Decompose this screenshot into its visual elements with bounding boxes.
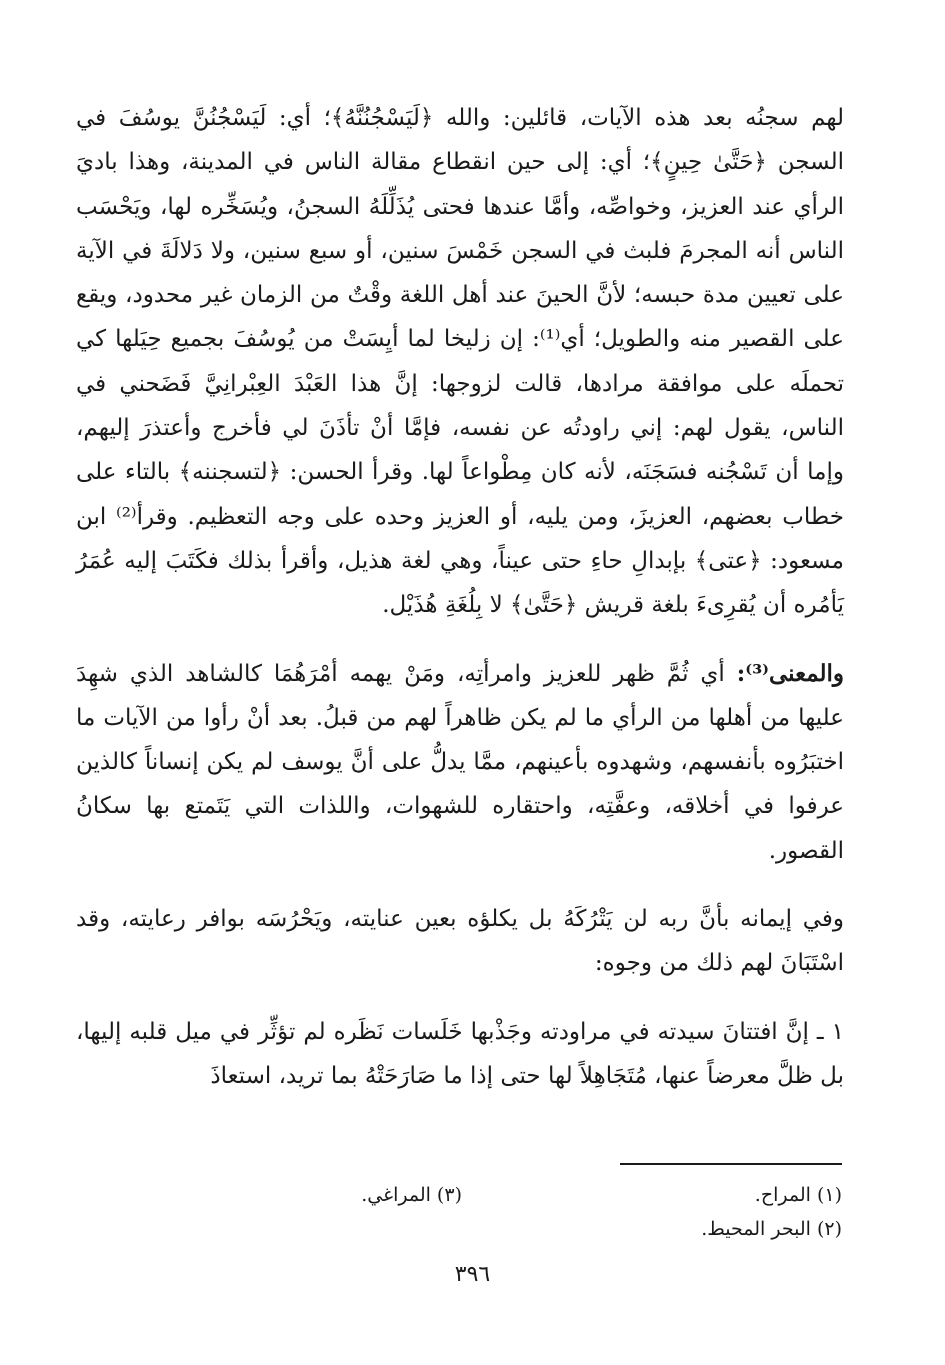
page-body xyxy=(76,96,844,1098)
page-number: ٣٩٦ xyxy=(454,1262,491,1287)
paragraph-1: لهم سجنُه بعد هذه الآيات، قائلين: والله ﴿لَيَسْجُنُنَّهُ﴾؛ أي: لَيَسْجُنُنَّ يوسُفَ في السجن ﴿حَتَّىٰ حِينٍ﴾؛ أي: إلى حين انقطاع مقالة الناس في المدينة، وهذا باديَ الرأي عند العزيز، وخواصِّه، وأمَّا عندها فحتى يُذَلِّلَهُ السجنُ، ويُسَخِّره لها، ويَحْسَب الناس أنه المجرمَ فلبث في السجن خَمْسَ سنين، أو سبع سنين، ولا دَلالَةَ في الآية على تعيين مدة حبسه؛ لأنَّ الحينَ عند أهل اللغة وقْتٌ من الزمان غير محدود، ويقع على القصير منه والطويل؛ أي⁽¹⁾: إن زليخا لما أيِسَتْ من يُوسُفَ بجميع حِيَلها كي تحملَه على موافقة مرادها، قالت لزوجها: إنَّ هذا العَبْدَ العِبْرانِيَّ فَضَحني في الناس، يقول لهم: إني راودتُه عن نفسه، فإمَّا أنْ تأذَنَ لي فأخرج وأعتذرَ إليهم، وإما أن تَسْجُنه فسَجَنَه، لأنه كان مِطْواعاً لها. وقرأ الحسن: ﴿لتسجننه﴾ بالتاء على خطاب بعضهم، العزيزَ، ومن يليه، أو العزيز وحده على وجه التعظيم. وقرأ⁽²⁾ ابن مسعود: ﴿عتى﴾ بإبدالِ حاءِ حتى عيناً، وهي لغة هذيل، وأقرأ بذلك فكَتَبَ إليه عُمَرُ يَأمُره أن يُقرِىءَ بلغة قريش ﴿حَتَّىٰ﴾ لا بِلُغَةِ هُذَيْل. xyxy=(76,105,844,619)
paragraph-gap xyxy=(76,628,844,652)
paragraph-gap xyxy=(76,986,844,1010)
paragraph-2-text: أي ثُمَّ ظهر للعزيز وامرأتِه، ومَنْ يهمه أمْرَهُمَا كالشاهد الذي شهِدَ عليها من أهلها من الرأي ما لم يكن ظاهراً لهم من قبلُ. بعد أنْ رأوا من الآيات ما اختبَرُوه بأنفسهم، وشهدوه بأعينهم، ممَّا يدلُّ على أنَّ يوسف لم يكن إنساناً كالذين عرفوا في أخلاقه، وعفَّتِه، واحتقاره للشهوات، واللذات التي يَتَمتع بها سكانُ القصور. xyxy=(76,660,844,864)
footnote-3: (٣) المراغي. xyxy=(361,1184,462,1206)
footnotes xyxy=(76,1178,842,1246)
paragraph-3: وفي إيمانه بأنَّ ربه لن يَتْرُكَهُ بل يكلؤه بعين عنايته، ويَحْرُسَه بوافر رعايته، وقد اسْتَبَانَ لهم ذلك من وجوه: xyxy=(76,906,844,977)
footnote-row xyxy=(76,1178,842,1212)
footnote-2: (٢) البحر المحيط. xyxy=(701,1218,842,1240)
footnote-row xyxy=(76,1212,842,1246)
paragraph-4: ١ ـ إنَّ افتتانَ سيدته في مراودته وجَذْبها خَلَسات نَظَره لم تؤثِّر في ميل قلبه إليها، بل ظلَّ معرضاً عنها، مُتَجَاهِلاً لها حتى إذا ما صَارَحَتْهُ بما تريد، استعاذَ xyxy=(76,1018,844,1089)
footnote-divider xyxy=(620,1163,842,1165)
footnote-1: (١) المراح. xyxy=(754,1184,842,1206)
paragraph-gap xyxy=(76,873,844,897)
paragraph-2 xyxy=(76,652,844,873)
paragraph-2-lead: والمعنى⁽³⁾: xyxy=(736,659,844,687)
